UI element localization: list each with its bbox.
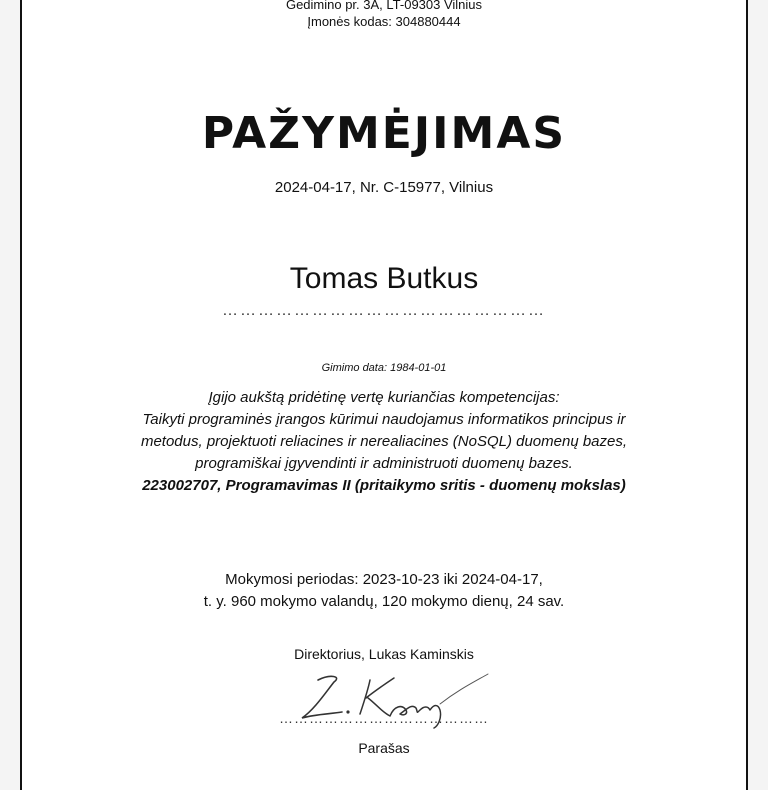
holder-name: Tomas Butkus (289, 262, 479, 295)
competencies-line-2: metodus, projektuoti reliacines ir nerealiacines (NoSQL) duomenų bazes, (140, 433, 628, 450)
study-summary: t. y. 960 mokymo valandų, 120 mokymo dienų, 24 sav. (203, 593, 565, 610)
study-period: Mokymosi periodas: 2023-10-23 iki 2024-04-17, (225, 571, 543, 588)
competencies-line-1: Taikyti programinės įrangos kūrimui naudojamus informatikos principus ir (142, 411, 626, 428)
competencies-intro: Įgijo aukštą pridėtinę vertę kuriančias kompetencijas: (208, 389, 560, 406)
signature-dotted-line: …………………………………… (279, 710, 489, 726)
competencies-block (22, 387, 746, 497)
director-name: Direktorius, Lukas Kaminskis (294, 646, 474, 662)
certificate-title: PAŽYMĖJIMAS (201, 108, 567, 159)
certificate-page (20, 0, 748, 790)
competencies-line-3: programiškai įgyvendinti ir administruoti duomenų bazes. (195, 455, 573, 472)
issue-date-number-place: 2024-04-17, Nr. C-15977, Vilnius (274, 179, 494, 196)
company-code: Įmonės kodas: 304880444 (307, 14, 461, 29)
birth-date: Gimimo data: 1984-01-01 (321, 362, 447, 374)
name-dotted-line: ……………………………………………… (222, 302, 546, 319)
program-code-title: 223002707, Programavimas II (pritaikymo sritis - duomenų mokslas) (142, 477, 626, 494)
signature-label: Parašas (358, 740, 410, 756)
study-period-block (22, 569, 746, 613)
company-address: Gedimino pr. 3A, LT-09303 Vilnius (285, 0, 483, 12)
